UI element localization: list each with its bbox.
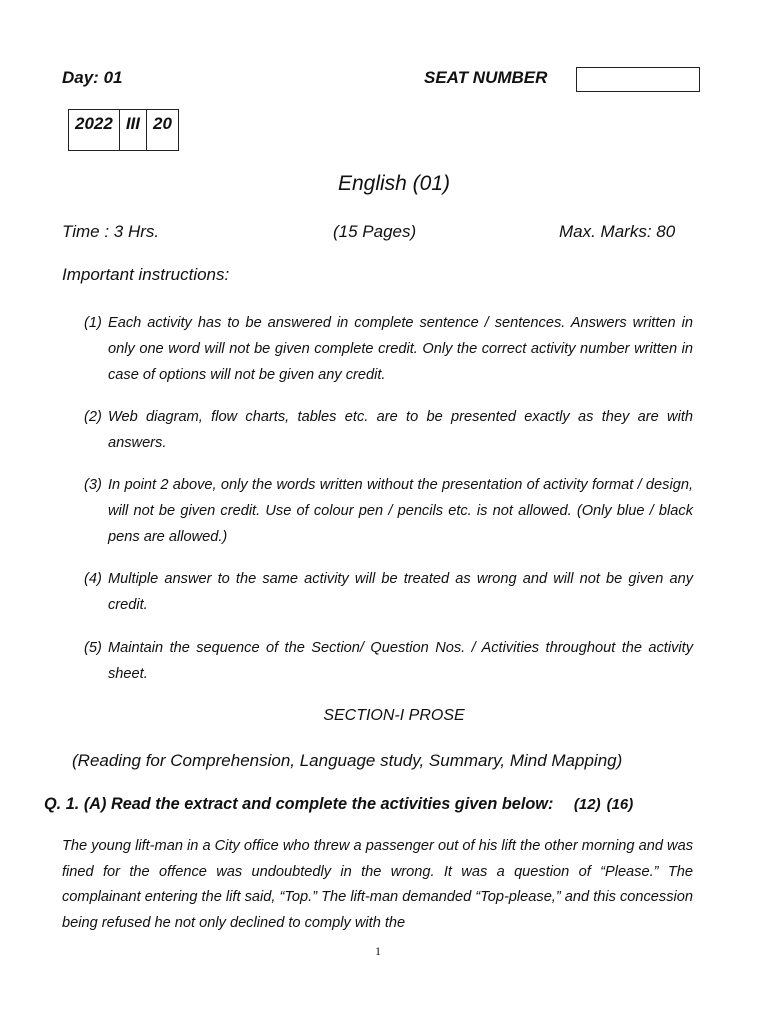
marks-b: (16) <box>606 796 634 813</box>
instruction-number: (5) <box>84 640 102 656</box>
instruction-text: Maintain the sequence of the Section/ Question Nos. / Activities throughout the activity sheet. <box>108 640 693 682</box>
instruction-item <box>84 310 693 388</box>
instruction-text: Multiple answer to the same activity will be treated as wrong and will not be given any credit. <box>108 571 693 613</box>
question-heading <box>44 795 639 814</box>
instruction-number: (1) <box>84 315 102 331</box>
page-number: 1 <box>375 944 381 958</box>
instruction-item <box>84 566 693 618</box>
instruction-number: (2) <box>84 409 102 425</box>
code-cell-year: 2022 <box>69 110 120 151</box>
paper-code-table <box>68 109 179 151</box>
instruction-item <box>84 404 693 456</box>
instructions-heading: Important instructions: <box>62 265 230 284</box>
instruction-text: Web diagram, flow charts, tables etc. are to be presented exactly as they are with answers. <box>108 409 693 451</box>
prose-extract: The young lift-man in a City office who threw a passenger out of his lift the other morning and was fined for the offence was undoubtedly in the wrong. It was a question of “Please.” The complainant entering the lift said, “Top.” The lift-man demanded “Top-please,” and this concession being refused he not only declined to comply with the <box>62 838 693 931</box>
section-subtitle: (Reading for Comprehension, Language study, Summary, Mind Mapping) <box>72 751 623 770</box>
seat-number-label: SEAT NUMBER <box>424 68 548 87</box>
max-marks: Max. Marks: 80 <box>559 222 676 241</box>
instruction-item <box>84 472 693 550</box>
page-count: (15 Pages) <box>333 222 417 241</box>
marks-a: (12) <box>573 796 601 813</box>
section-title: SECTION-I PROSE <box>323 707 465 724</box>
instruction-item <box>84 635 693 687</box>
code-cell-number: 20 <box>147 110 179 151</box>
instruction-number: (4) <box>84 571 102 587</box>
code-cell-term: III <box>119 110 146 151</box>
instruction-text: Each activity has to be answered in complete sentence / sentences. Answers written in only one word will not be given complete credit. Only the correct activity number written in case of options will not be given any credit. <box>108 315 693 383</box>
paper-title: English (01) <box>337 172 451 195</box>
time-duration: Time : 3 Hrs. <box>62 222 160 241</box>
question-marks <box>574 796 639 813</box>
instruction-number: (3) <box>84 477 102 493</box>
seat-number-box <box>576 67 700 92</box>
instruction-text: In point 2 above, only the words written without the presentation of activity format / design, will not be given credit. Use of colour pen / pencils etc. is not allowed. (Only blue / black pens are allowed.) <box>108 477 693 545</box>
day-label: Day: 01 <box>62 68 123 87</box>
question-text: Q. 1. (A) Read the extract and complete the activities given below: <box>44 795 554 813</box>
